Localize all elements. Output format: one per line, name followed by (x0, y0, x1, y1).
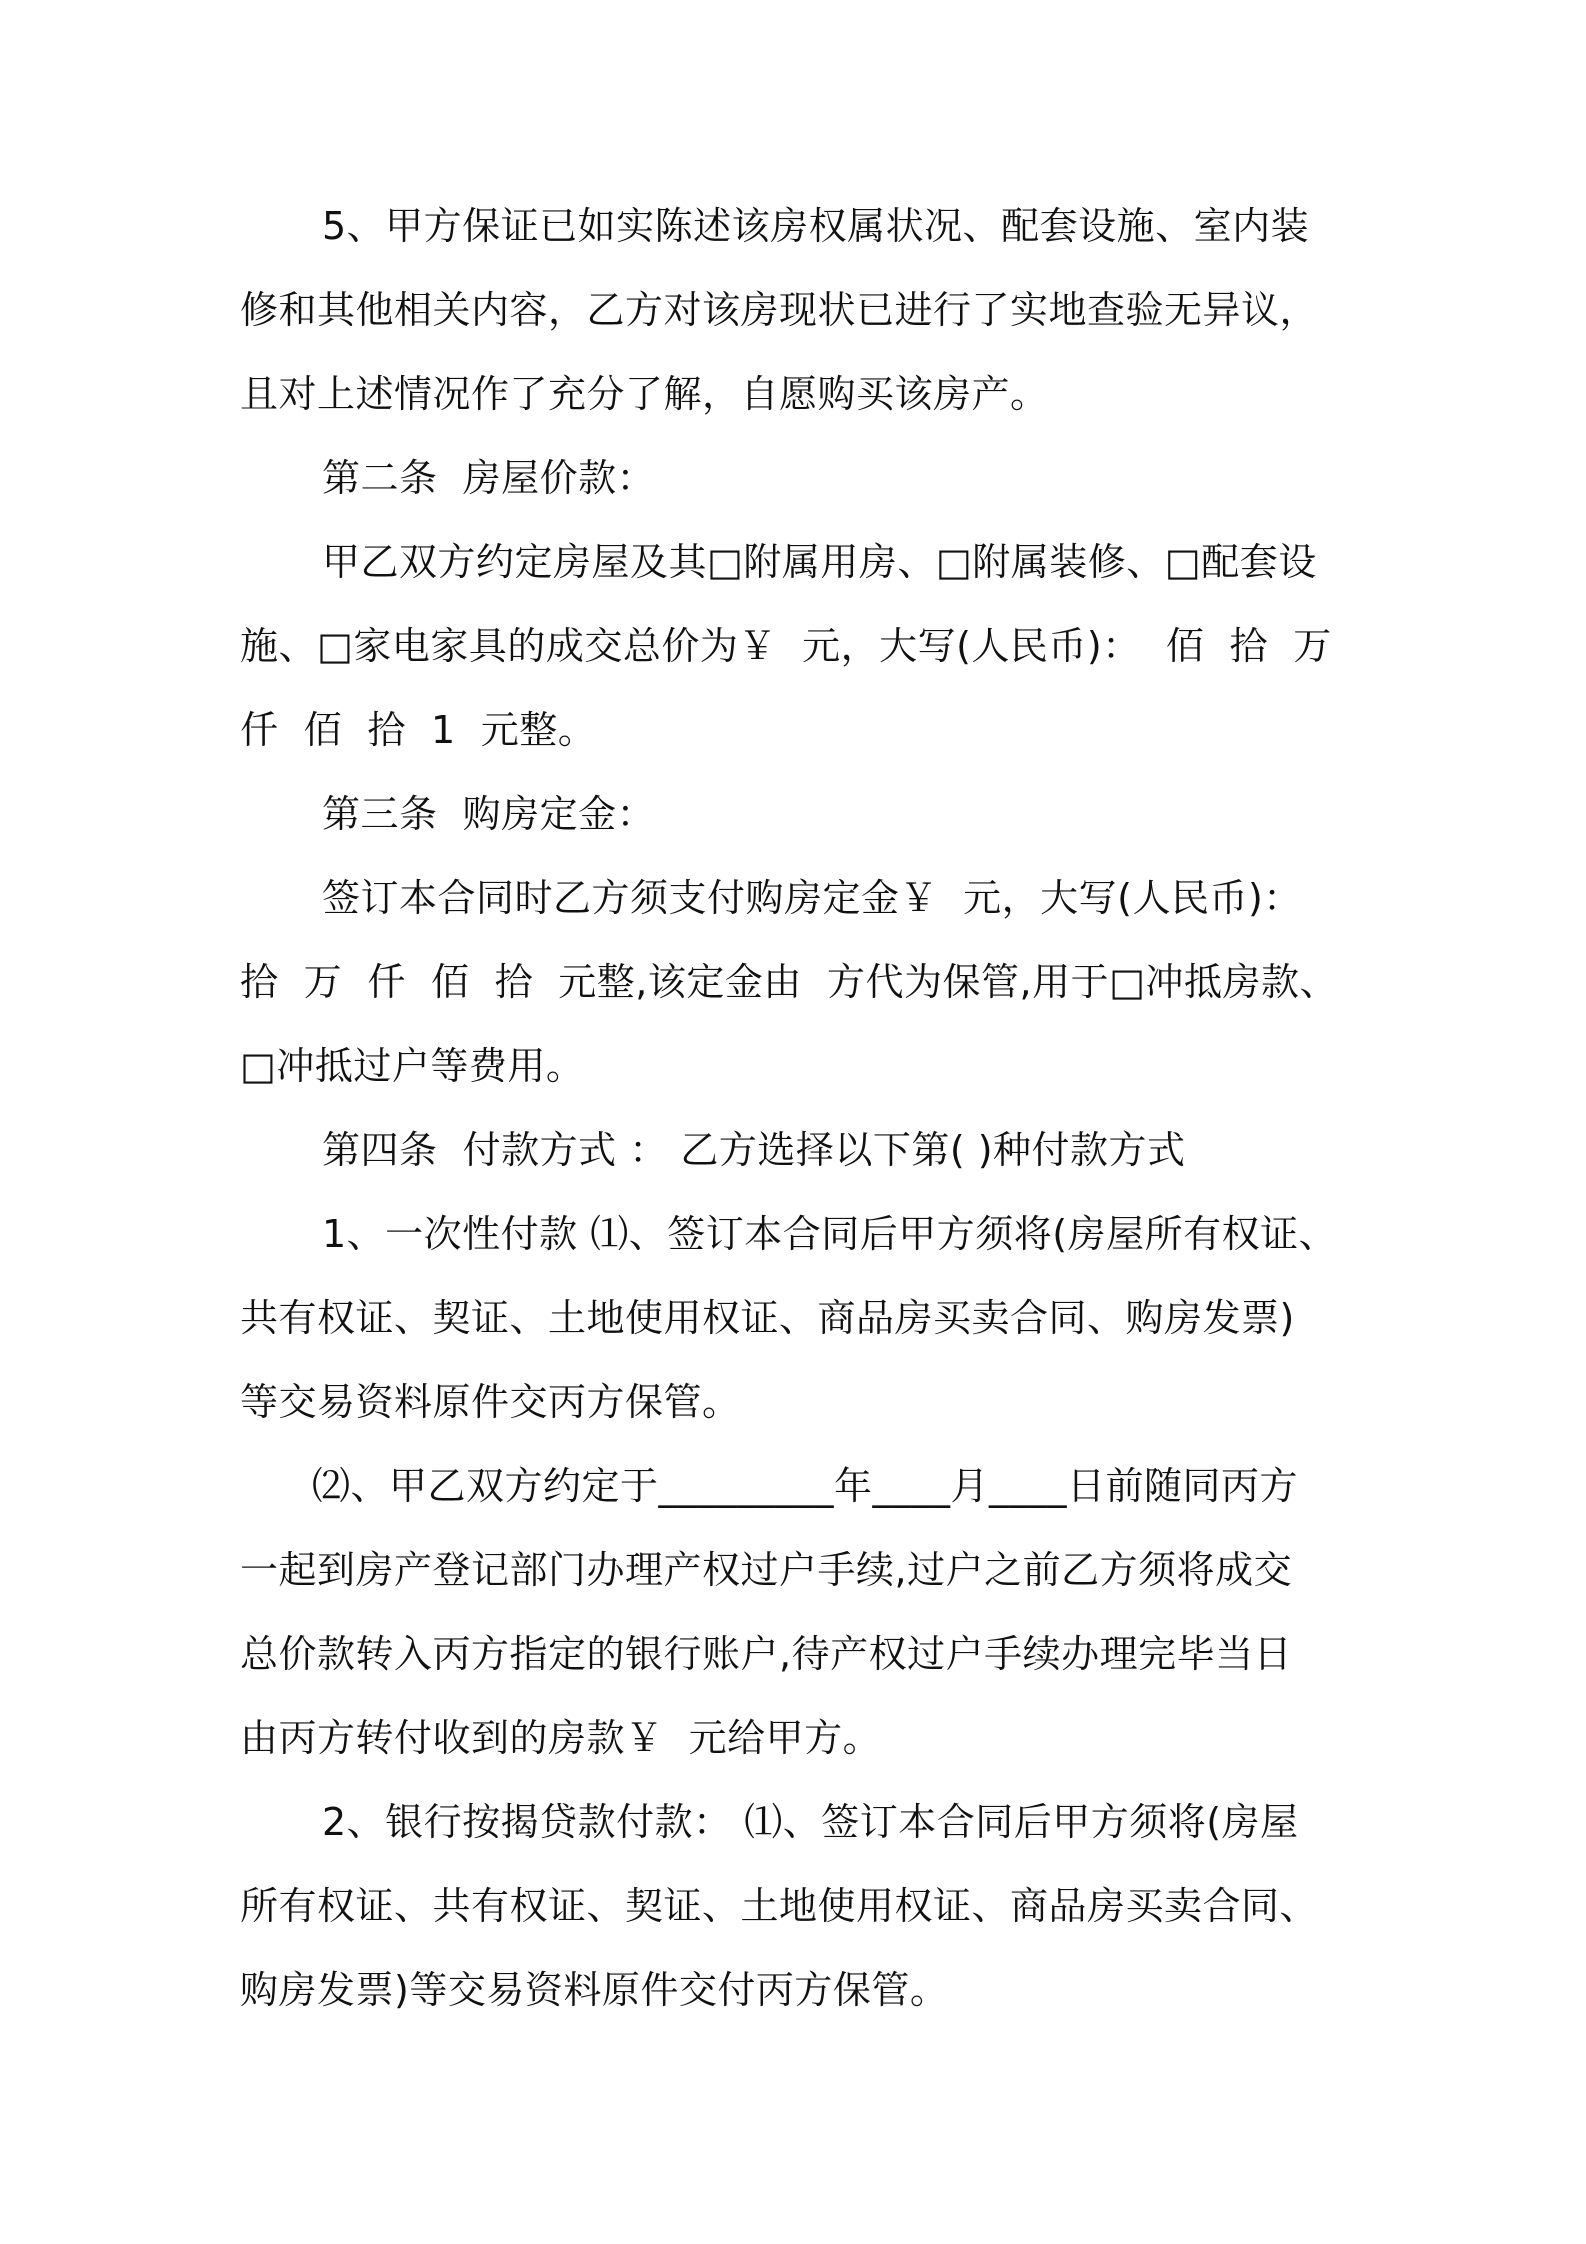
text-line: 甲乙双方约定房屋及其□附属用房、□附属装修、□配套设 (322, 540, 1317, 584)
text-line: 拾 万 仟 佰 拾 元整,该定金由 方代为保管,用于□冲抵房款、 (240, 960, 1339, 1004)
text-line: 5、甲方保证已如实陈述该房权属状况、配套设施、室内装 (322, 204, 1310, 248)
text-line: 1、一次性付款 ⑴、签订本合同后甲方须将(房屋所有权证、 (322, 1212, 1338, 1256)
text-line: 且对上述情况作了充分了解，自愿购买该房产。 (240, 372, 1049, 416)
text-line: ⑵、甲乙双方约定于_________年____月____日前随同丙方 (312, 1464, 1299, 1508)
text-line: 签订本合同时乙方须支付购房定金￥ 元，大写(人民币)： (322, 876, 1302, 920)
section-heading: 第三条 购房定金： (322, 792, 656, 836)
text-line: 总价款转入丙方指定的银行账户,待产权过户手续办理完毕当日 (240, 1632, 1293, 1676)
text-line: 共有权证、契证、土地使用权证、商品房买卖合同、购房发票) (240, 1296, 1295, 1340)
text-line: 一起到房产登记部门办理产权过户手续,过户之前乙方须将成交 (240, 1548, 1293, 1592)
section-heading: 第四条 付款方式 ： 乙方选择以下第( )种付款方式 (322, 1128, 1186, 1172)
section-heading: 第二条 房屋价款： (322, 456, 656, 500)
text-line: 等交易资料原件交丙方保管。 (240, 1380, 741, 1424)
text-line: 所有权证、共有权证、契证、土地使用权证、商品房买卖合同、 (240, 1884, 1319, 1928)
text-line: 施、□家电家具的成交总价为￥ 元，大写(人民币)： 佰 拾 万 (240, 624, 1332, 668)
text-line: 购房发票)等交易资料原件交付丙方保管。 (240, 1968, 949, 2012)
text-line: 由丙方转付收到的房款￥ 元给甲方。 (240, 1716, 882, 1760)
text-line: 2、银行按揭贷款付款： ⑴、签订本合同后甲方须将(房屋 (322, 1800, 1299, 1844)
text-line: 修和其他相关内容，乙方对该房现状已进行了实地查验无异议， (240, 288, 1319, 332)
text-line: 仟 佰 拾 1 元整。 (240, 708, 597, 752)
text-line: □冲抵过户等费用。 (240, 1044, 585, 1088)
